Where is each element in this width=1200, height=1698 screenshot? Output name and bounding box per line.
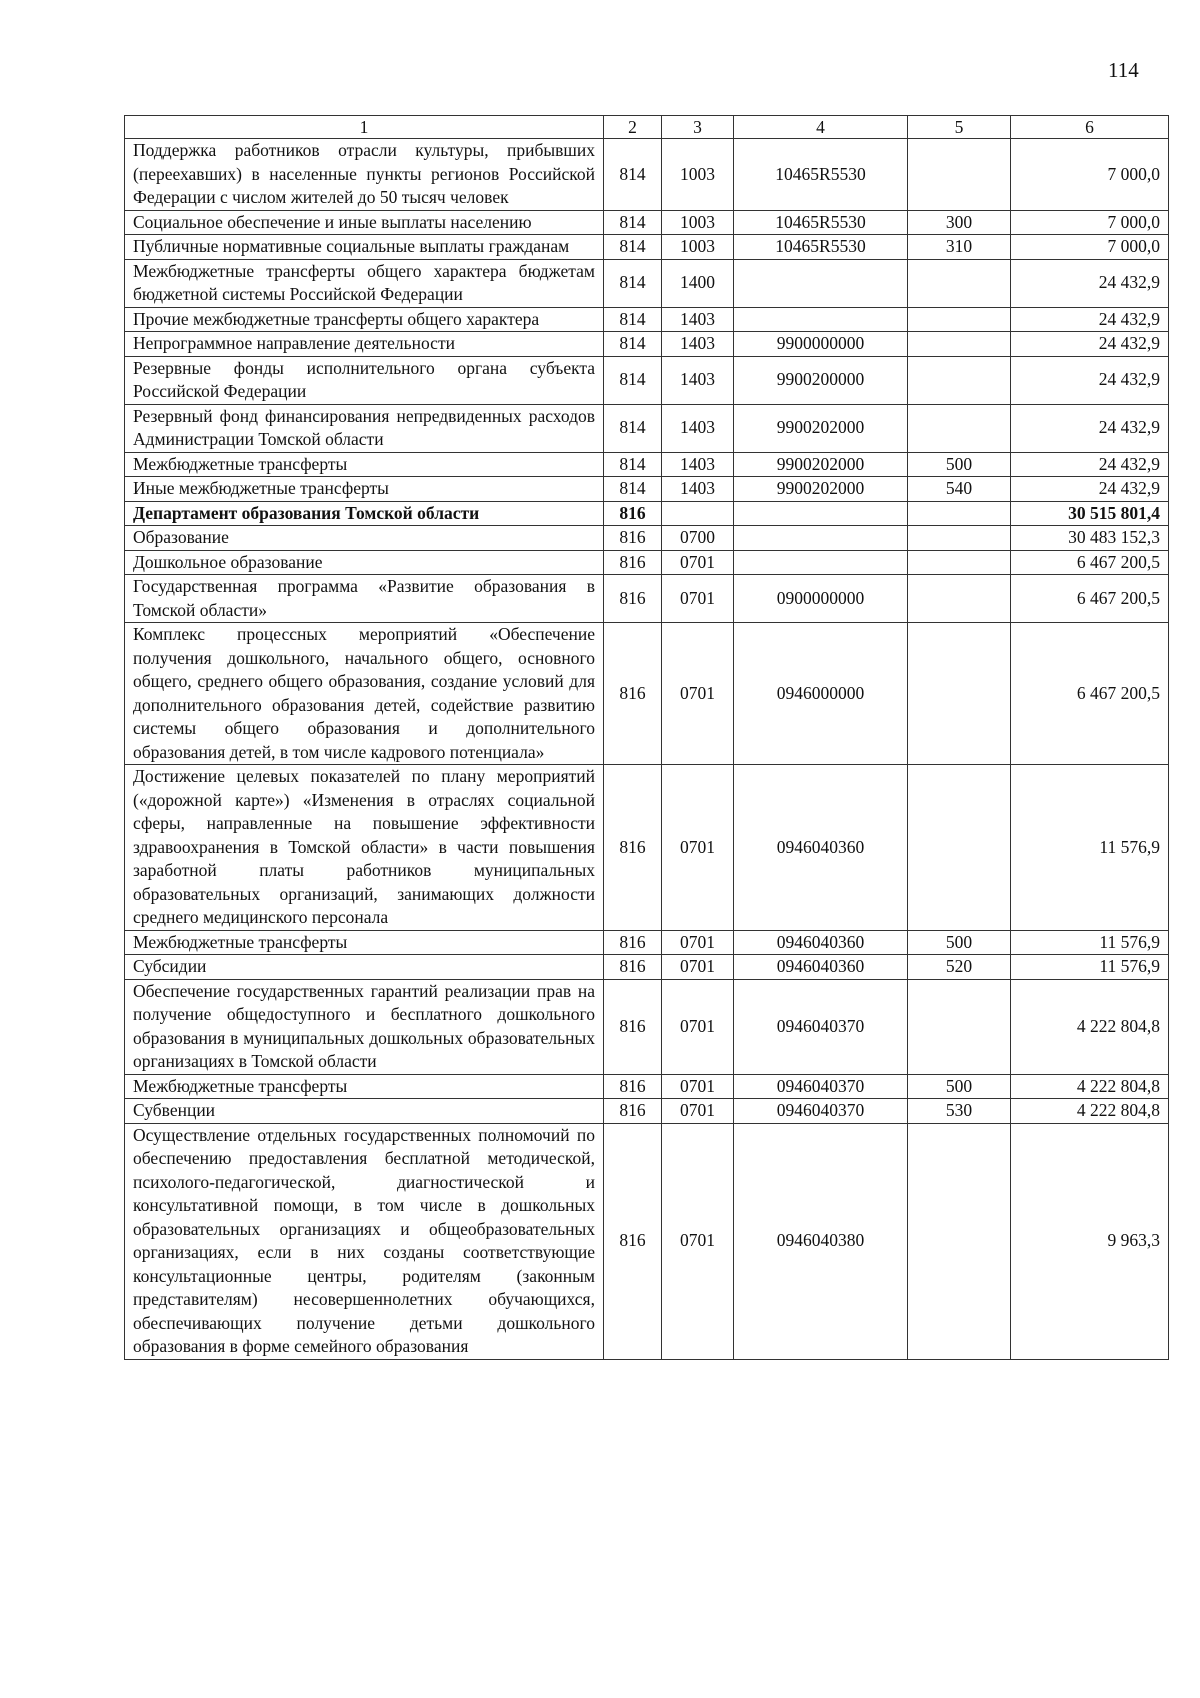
expense-type-cell xyxy=(908,765,1011,931)
item-name-cell: Публичные нормативные социальные выплаты гражданам xyxy=(125,235,604,260)
item-name-cell: Социальное обеспечение и иные выплаты населению xyxy=(125,210,604,235)
expense-type-cell: 300 xyxy=(908,210,1011,235)
item-name-cell: Обеспечение государственных гарантий реализации прав на получение общедоступного и бесплатного дошкольного образования в муниципальных дошкольных образовательных организациях в Томской области xyxy=(125,979,604,1074)
table-row xyxy=(125,139,1169,211)
ministry-code-cell: 814 xyxy=(604,477,662,502)
target-article-cell: 0946040360 xyxy=(734,930,908,955)
ministry-code-cell: 816 xyxy=(604,1099,662,1124)
ministry-code-cell: 816 xyxy=(604,550,662,575)
amount-cell: 24 432,9 xyxy=(1011,259,1169,307)
ministry-code-cell: 816 xyxy=(604,930,662,955)
section-code-cell: 1003 xyxy=(662,210,734,235)
section-code-cell: 1403 xyxy=(662,404,734,452)
table-row xyxy=(125,356,1169,404)
item-name-cell: Иные межбюджетные трансферты xyxy=(125,477,604,502)
table-row xyxy=(125,575,1169,623)
expense-type-cell xyxy=(908,307,1011,332)
table-row xyxy=(125,979,1169,1074)
amount-cell: 24 432,9 xyxy=(1011,332,1169,357)
section-code-cell: 1003 xyxy=(662,139,734,211)
ministry-code-cell: 816 xyxy=(604,526,662,551)
item-name-cell: Дошкольное образование xyxy=(125,550,604,575)
item-name-cell: Непрограммное направление деятельности xyxy=(125,332,604,357)
column-header-4: 4 xyxy=(734,116,908,139)
section-code-cell: 0701 xyxy=(662,1074,734,1099)
amount-cell: 7 000,0 xyxy=(1011,235,1169,260)
expense-type-cell: 500 xyxy=(908,452,1011,477)
ministry-code-cell: 816 xyxy=(604,1123,662,1359)
table-row xyxy=(125,332,1169,357)
target-article-cell: 0946040360 xyxy=(734,955,908,980)
item-name-cell: Комплекс процессных мероприятий «Обеспечение получения дошкольного, начального общего, основного общего, среднего общего образования, создание условий для дополнительного образования детей, содействие развитию системы общего образования и дополнительного образования детей, в том числе кадрового потенциала» xyxy=(125,623,604,765)
target-article-cell: 9900000000 xyxy=(734,332,908,357)
item-name-cell: Субвенции xyxy=(125,1099,604,1124)
amount-cell: 4 222 804,8 xyxy=(1011,979,1169,1074)
amount-cell: 24 432,9 xyxy=(1011,356,1169,404)
target-article-cell: 0946040380 xyxy=(734,1123,908,1359)
ministry-code-cell: 814 xyxy=(604,307,662,332)
expense-type-cell xyxy=(908,979,1011,1074)
column-header-1: 1 xyxy=(125,116,604,139)
table-row xyxy=(125,930,1169,955)
table-row xyxy=(125,210,1169,235)
expense-type-cell xyxy=(908,501,1011,526)
section-code-cell: 0701 xyxy=(662,550,734,575)
expense-type-cell xyxy=(908,575,1011,623)
target-article-cell: 9900200000 xyxy=(734,356,908,404)
item-name-cell: Межбюджетные трансферты xyxy=(125,930,604,955)
item-name-cell: Государственная программа «Развитие образования в Томской области» xyxy=(125,575,604,623)
amount-cell: 11 576,9 xyxy=(1011,930,1169,955)
target-article-cell xyxy=(734,526,908,551)
target-article-cell: 0946000000 xyxy=(734,623,908,765)
page-number: 114 xyxy=(1108,58,1139,82)
section-code-cell: 1403 xyxy=(662,307,734,332)
item-name-cell: Достижение целевых показателей по плану мероприятий («дорожной карте») «Изменения в отраслях социальной сферы, направленные на повышение эффективности здравоохранения в Томской области» в части повышения заработной платы работников муниципальных образовательных организаций, занимающих должности среднего медицинского персонала xyxy=(125,765,604,931)
target-article-cell: 0946040370 xyxy=(734,1099,908,1124)
table-row xyxy=(125,1099,1169,1124)
expense-type-cell xyxy=(908,356,1011,404)
amount-cell: 11 576,9 xyxy=(1011,765,1169,931)
amount-cell: 11 576,9 xyxy=(1011,955,1169,980)
section-code-cell: 1003 xyxy=(662,235,734,260)
section-code-cell: 1403 xyxy=(662,332,734,357)
amount-cell: 4 222 804,8 xyxy=(1011,1074,1169,1099)
amount-cell: 6 467 200,5 xyxy=(1011,550,1169,575)
target-article-cell: 10465R5530 xyxy=(734,210,908,235)
section-code-cell: 0701 xyxy=(662,1099,734,1124)
amount-cell: 24 432,9 xyxy=(1011,452,1169,477)
table-row xyxy=(125,477,1169,502)
amount-cell: 4 222 804,8 xyxy=(1011,1099,1169,1124)
section-code-cell: 0701 xyxy=(662,765,734,931)
table-row xyxy=(125,452,1169,477)
ministry-code-cell: 816 xyxy=(604,955,662,980)
target-article-cell: 9900202000 xyxy=(734,477,908,502)
section-code-cell: 1403 xyxy=(662,356,734,404)
expense-type-cell: 540 xyxy=(908,477,1011,502)
ministry-code-cell: 816 xyxy=(604,575,662,623)
item-name-cell: Межбюджетные трансферты xyxy=(125,1074,604,1099)
table-row xyxy=(125,501,1169,526)
ministry-code-cell: 814 xyxy=(604,452,662,477)
section-code-cell: 0701 xyxy=(662,979,734,1074)
column-header-2: 2 xyxy=(604,116,662,139)
expense-type-cell: 310 xyxy=(908,235,1011,260)
expense-type-cell: 500 xyxy=(908,1074,1011,1099)
amount-cell: 6 467 200,5 xyxy=(1011,575,1169,623)
ministry-code-cell: 814 xyxy=(604,404,662,452)
section-code-cell: 1403 xyxy=(662,452,734,477)
amount-cell: 24 432,9 xyxy=(1011,307,1169,332)
ministry-code-cell: 814 xyxy=(604,139,662,211)
amount-cell: 30 515 801,4 xyxy=(1011,501,1169,526)
section-code-cell: 1400 xyxy=(662,259,734,307)
amount-cell: 30 483 152,3 xyxy=(1011,526,1169,551)
table-row xyxy=(125,1074,1169,1099)
ministry-code-cell: 814 xyxy=(604,259,662,307)
ministry-code-cell: 814 xyxy=(604,235,662,260)
expense-type-cell xyxy=(908,139,1011,211)
target-article-cell: 0946040370 xyxy=(734,1074,908,1099)
item-name-cell: Межбюджетные трансферты xyxy=(125,452,604,477)
amount-cell: 7 000,0 xyxy=(1011,210,1169,235)
target-article-cell: 10465R5530 xyxy=(734,139,908,211)
amount-cell: 9 963,3 xyxy=(1011,1123,1169,1359)
ministry-code-cell: 816 xyxy=(604,765,662,931)
expense-type-cell xyxy=(908,404,1011,452)
section-code-cell: 0701 xyxy=(662,1123,734,1359)
target-article-cell xyxy=(734,259,908,307)
item-name-cell: Резервный фонд финансирования непредвиденных расходов Администрации Томской области xyxy=(125,404,604,452)
expense-type-cell xyxy=(908,332,1011,357)
column-header-5: 5 xyxy=(908,116,1011,139)
amount-cell: 7 000,0 xyxy=(1011,139,1169,211)
item-name-cell: Департамент образования Томской области xyxy=(125,501,604,526)
table-row xyxy=(125,404,1169,452)
table-row xyxy=(125,526,1169,551)
expense-type-cell: 520 xyxy=(908,955,1011,980)
item-name-cell: Резервные фонды исполнительного органа субъекта Российской Федерации xyxy=(125,356,604,404)
item-name-cell: Образование xyxy=(125,526,604,551)
table-header xyxy=(125,116,1169,139)
table-row xyxy=(125,235,1169,260)
ministry-code-cell: 814 xyxy=(604,332,662,357)
target-article-cell: 10465R5530 xyxy=(734,235,908,260)
expense-type-cell xyxy=(908,1123,1011,1359)
column-header-6: 6 xyxy=(1011,116,1169,139)
target-article-cell: 9900202000 xyxy=(734,404,908,452)
column-header-3: 3 xyxy=(662,116,734,139)
section-code-cell: 0701 xyxy=(662,623,734,765)
target-article-cell: 0900000000 xyxy=(734,575,908,623)
item-name-cell: Субсидии xyxy=(125,955,604,980)
item-name-cell: Межбюджетные трансферты общего характера бюджетам бюджетной системы Российской Федерации xyxy=(125,259,604,307)
expense-type-cell: 530 xyxy=(908,1099,1011,1124)
expense-type-cell xyxy=(908,526,1011,551)
expense-type-cell xyxy=(908,550,1011,575)
ministry-code-cell: 816 xyxy=(604,1074,662,1099)
section-code-cell: 0701 xyxy=(662,955,734,980)
ministry-code-cell: 816 xyxy=(604,979,662,1074)
target-article-cell: 9900202000 xyxy=(734,452,908,477)
ministry-code-cell: 816 xyxy=(604,623,662,765)
amount-cell: 24 432,9 xyxy=(1011,404,1169,452)
target-article-cell xyxy=(734,550,908,575)
table-body xyxy=(125,139,1169,1360)
section-code-cell: 0701 xyxy=(662,930,734,955)
ministry-code-cell: 814 xyxy=(604,210,662,235)
item-name-cell: Поддержка работников отрасли культуры, прибывших (переехавших) в населенные пункты регионов Российской Федерации с числом жителей до 50 тысяч человек xyxy=(125,139,604,211)
amount-cell: 24 432,9 xyxy=(1011,477,1169,502)
table-row xyxy=(125,307,1169,332)
table-row xyxy=(125,1123,1169,1359)
table-row xyxy=(125,259,1169,307)
amount-cell: 6 467 200,5 xyxy=(1011,623,1169,765)
target-article-cell: 0946040370 xyxy=(734,979,908,1074)
table-row xyxy=(125,955,1169,980)
budget-table xyxy=(124,115,1169,1360)
section-code-cell: 1403 xyxy=(662,477,734,502)
target-article-cell xyxy=(734,307,908,332)
ministry-code-cell: 814 xyxy=(604,356,662,404)
section-code-cell: 0700 xyxy=(662,526,734,551)
table-row xyxy=(125,765,1169,931)
item-name-cell: Осуществление отдельных государственных полномочий по обеспечению предоставления бесплатной методической, психолого-педагогической, диагностической и консультативной помощи, в том числе в дошкольных образовательных организациях и общеобразовательных организациях, если в них созданы соответствующие консультационные центры, родителям (законным представителям) несовершеннолетних обучающихся, обеспечивающих получение детьми дошкольного образования в форме семейного образования xyxy=(125,1123,604,1359)
section-code-cell xyxy=(662,501,734,526)
target-article-cell xyxy=(734,501,908,526)
expense-type-cell xyxy=(908,259,1011,307)
expense-type-cell xyxy=(908,623,1011,765)
item-name-cell: Прочие межбюджетные трансферты общего характера xyxy=(125,307,604,332)
expense-type-cell: 500 xyxy=(908,930,1011,955)
section-code-cell: 0701 xyxy=(662,575,734,623)
table-row xyxy=(125,623,1169,765)
ministry-code-cell: 816 xyxy=(604,501,662,526)
header-row xyxy=(125,116,1169,139)
table-row xyxy=(125,550,1169,575)
target-article-cell: 0946040360 xyxy=(734,765,908,931)
